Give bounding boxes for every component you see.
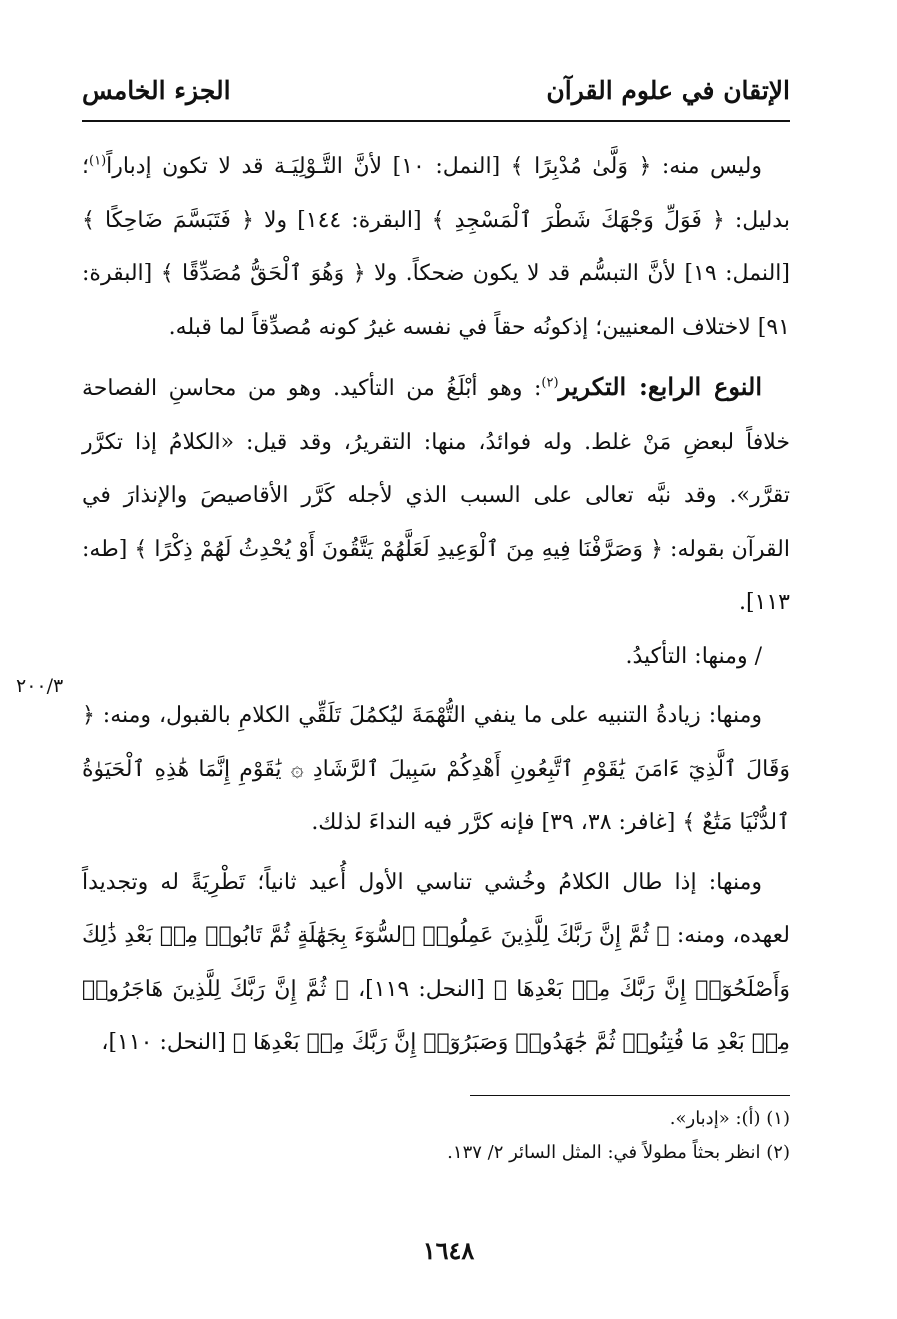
- paragraph-1: [82, 140, 790, 354]
- quran-quote: ﴿ فَوَلِّ وَجْهَكَ شَطْرَ ٱلْمَسْجِدِ ﴾: [431, 207, 725, 233]
- text-run: [النمل: ١٩] لأنَّ التبسُّم قد لا يكون ضحكاً. ولا: [365, 261, 790, 286]
- paragraph-4: [82, 689, 790, 850]
- quran-quote: ﴿ وَلَّىٰ مُدْبِرًا ﴾: [510, 154, 652, 179]
- main-text: [82, 140, 790, 1070]
- book-title: الإتقان في علوم القرآن: [546, 76, 790, 105]
- text-run: : وهو أبْلَغُ من التأكيد. وهو من محاسنِ الفصاحة خلافاً لبعضِ مَنْ غلط. وله فوائدُ، منها: التقريرُ، وقد قيل: «الكلامُ إذا تكرَّر تقرَّر». وقد نبَّه تعالى على السبب الذي لأجله كَرَّر الأقاصيصَ والإنذارَ في القرآن بقوله:: [82, 376, 790, 562]
- quran-quote: ﴿ ثُمَّ إِنَّ رَبَّكَ لِلَّذِينَ عَمِلُوا۟ ٱلسُّوٓءَ بِجَهَٰلَةٍ ثُمَّ تَابُوا۟ مِنۢ بَعْدِ ذَٰلِكَ وَأَصْلَحُوٓا۟ إِنَّ رَبَّكَ مِنۢ بَعْدِهَا ﴾: [82, 923, 790, 1002]
- footnote-2: (٢) انظر بحثاً مطولاً في: المثل السائر ٢/ ١٣٧.: [447, 1142, 790, 1163]
- footnote-rule: [470, 1095, 790, 1096]
- quran-quote: ﴿ وَصَرَّفْنَا فِيهِ مِنَ ٱلْوَعِيدِ لَعَلَّهُمْ يَتَّقُونَ أَوْ يُحْدِثُ لَهُمْ ذِكْرًا ﴾: [134, 536, 663, 562]
- text-run: ومنها: زيادةُ التنبيه على ما ينفي التُّهْمَةَ ليُكمُلَ تَلَقِّي الكلامِ بالقبول، ومنه:: [94, 703, 762, 728]
- margin-reference: ٢٠٠/٣: [16, 675, 64, 697]
- running-header: [82, 74, 790, 118]
- quran-quote: ﴿ ثُمَّ إِنَّ رَبَّكَ لِلَّذِينَ هَاجَرُوا۟ مِنۢ بَعْدِ مَا فُتِنُوا۟ ثُمَّ جَٰهَدُوا۟ وَصَبَرُوٓا۟ إِنَّ رَبَّكَ مِنۢ بَعْدِهَا ﴾: [82, 976, 790, 1055]
- section-heading: النوع الرابع: التكرير: [558, 372, 762, 401]
- footnote-ref-2: (٢): [541, 375, 559, 391]
- footnote-ref-1: (١): [89, 153, 107, 169]
- page-number: ١٦٤٨: [422, 1236, 475, 1265]
- paragraph-5: [82, 856, 790, 1070]
- text-run: [النحل: ١١٠]،: [101, 1030, 233, 1055]
- part-label: الجزء الخامس: [82, 76, 231, 105]
- text-run: [النحل: ١١٩]،: [348, 976, 494, 1002]
- footnotes: [82, 1102, 790, 1170]
- text-run: ومنها: إذا طال الكلامُ وخُشي تناسي الأول أُعيد ثانياً؛ تَطْرِيَةً له وتجديداً لعهده، ومنه:: [82, 869, 790, 948]
- quran-quote: ﴿ وَقَالَ ٱلَّذِيٓ ءَامَنَ يَٰقَوْمِ ٱتَّبِعُونِ أَهْدِكُمْ سَبِيلَ ٱلرَّشَادِ ۞ يَٰقَوْمِ إِنَّمَا هَٰذِهِ ٱلْحَيَوٰةُ ٱلدُّنْيَا مَتَٰعٌ ﴾: [82, 703, 790, 835]
- text-run: [البقرة: ٩١] لاختلاف المعنيين؛ إذكونُه حقاً في نفسه غيرُ كونه مُصدِّقاً لما قبله.: [82, 261, 790, 340]
- text-run: [البقرة: ١٤٤] ولا: [253, 207, 432, 233]
- paragraph-2: [82, 360, 790, 630]
- header-rule: [82, 120, 790, 122]
- text-run: [طه: ١١٣].: [82, 536, 790, 615]
- quran-quote: ﴿ وَهُوَ ٱلْحَقُّ مُصَدِّقًا ﴾: [160, 261, 366, 286]
- paragraph-3: / ومنها: التأكيدُ.: [625, 643, 762, 669]
- text-run: [غافر: ٣٨، ٣٩] فإنه كرَّر فيه النداءَ لذلك.: [311, 810, 683, 835]
- quran-quote: ﴿ فَتَبَسَّمَ ضَاحِكًا ﴾: [82, 207, 254, 233]
- text-run: وليس منه:: [651, 154, 762, 179]
- text-run: ؛ بدليل:: [82, 154, 790, 233]
- text-run: [النمل: ١٠] لأنَّ التَّـوْلِيَـة قد لا تكون إدباراً: [106, 154, 511, 179]
- footnote-1: (١) (أ): «إدبار».: [669, 1108, 790, 1129]
